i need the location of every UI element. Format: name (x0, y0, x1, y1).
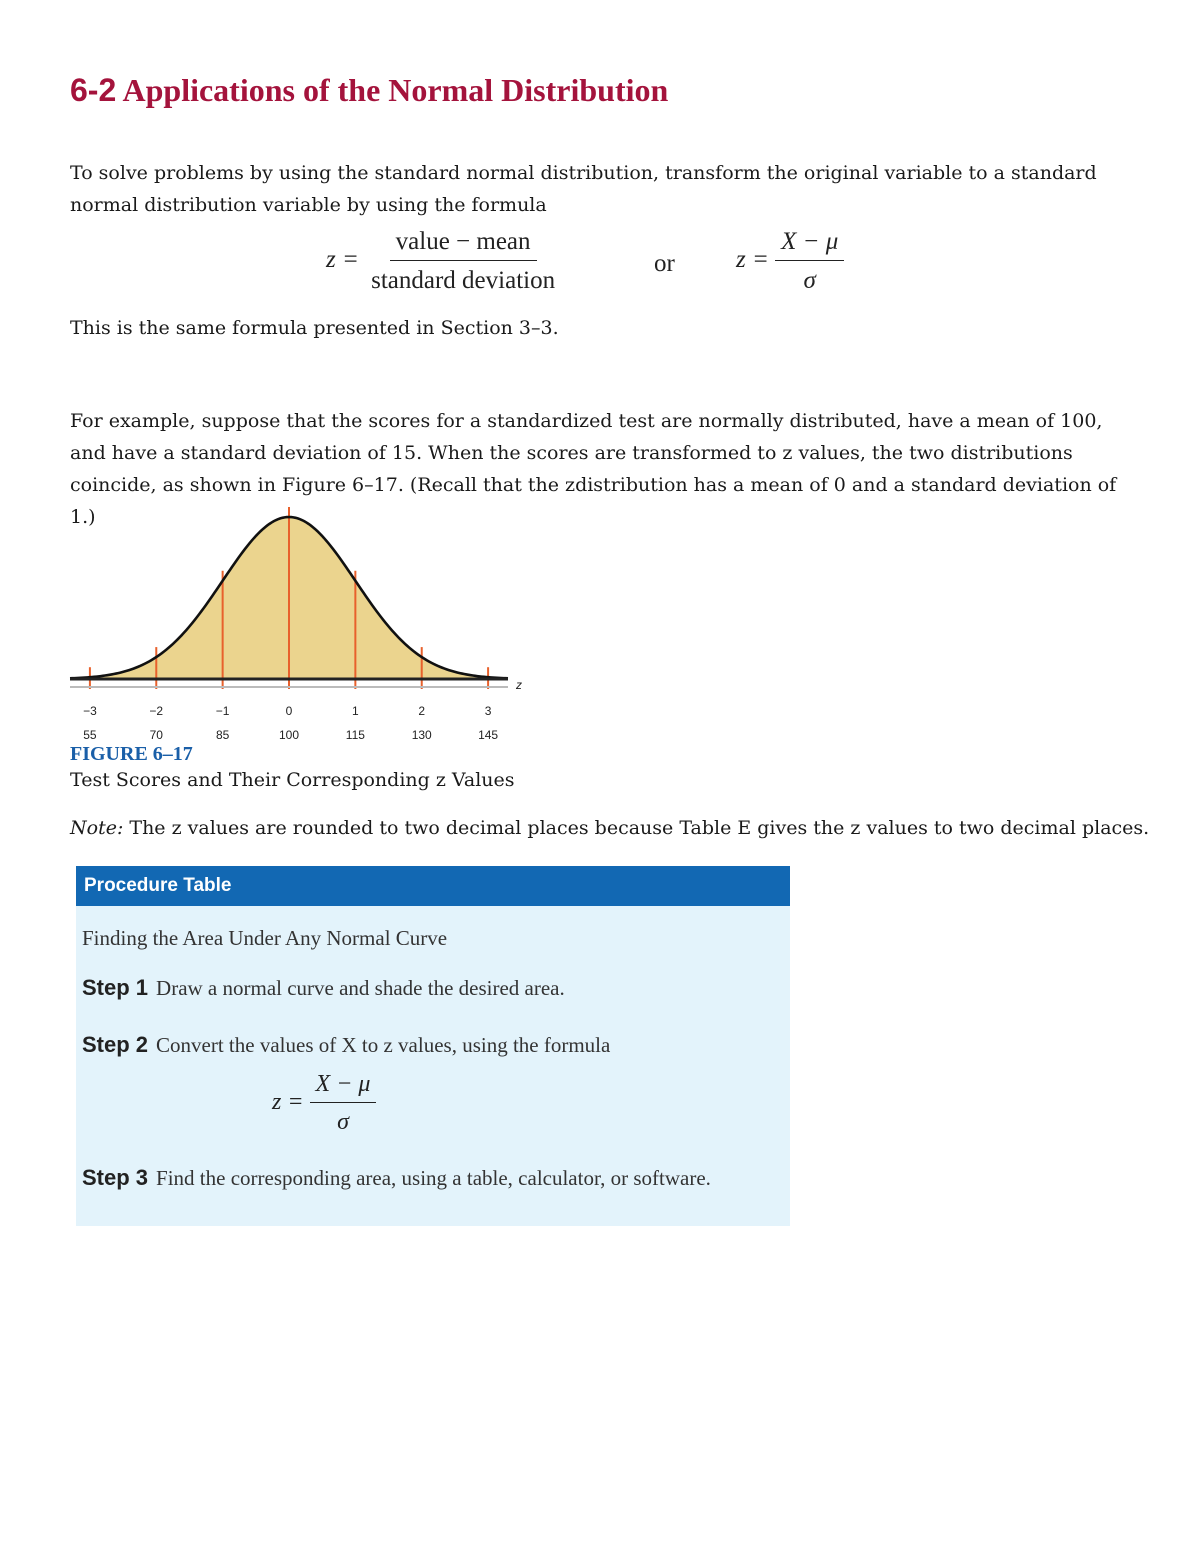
score-tick-label: 85 (215, 728, 230, 742)
formula-fraction-symbols (775, 228, 844, 295)
z-tick-label: 3 (484, 704, 492, 718)
formula2-numerator: X − μ (775, 228, 844, 261)
page-title (70, 72, 668, 109)
step-2-formula-den: σ (337, 1109, 349, 1135)
procedure-table (76, 866, 790, 1226)
note-paragraph (70, 817, 1149, 839)
step-2-label: Step 2 (82, 1032, 149, 1057)
step-3-text: Find the corresponding area, using a table, calculator, or software. (156, 1166, 711, 1190)
score-tick-label: 55 (83, 728, 97, 742)
z-formula-symbols (736, 228, 844, 295)
z-formula-words (326, 228, 561, 295)
score-tick-label: 145 (478, 728, 499, 742)
chart-svg (62, 505, 542, 750)
formula2-lhs: z = (736, 246, 769, 274)
example-paragraph: For example, suppose that the scores for a standardized test are normally distributed, have a mean of 100, and have a standard deviation of 15. When the scores are transformed to z values, the two distributions coincide, as shown in Figure 6–17. (Recall that the zdistribution has a mean of 0 and a standard deviation of 1.) (70, 410, 1117, 528)
procedure-subtitle: Finding the Area Under Any Normal Curve (82, 926, 448, 950)
z-tick-label: 1 (352, 704, 359, 718)
step-3-label: Step 3 (82, 1165, 149, 1190)
figure-caption: Test Scores and Their Corresponding z Values (70, 769, 515, 791)
note-label: Note: (70, 817, 124, 839)
step-3 (82, 1162, 742, 1194)
formula-or: or (654, 250, 675, 277)
z-tick-label: 0 (285, 704, 293, 718)
step-2-text: Convert the values of X to z values, using the formula (156, 1033, 611, 1057)
step-2-formula-lhs: z = (272, 1089, 304, 1116)
section-number: 6-2 (70, 72, 117, 108)
step-2-formula (272, 1071, 376, 1136)
formula-denominator: standard deviation (371, 267, 556, 294)
procedure-header: Procedure Table (76, 866, 790, 906)
step-2-formula-fraction (310, 1071, 377, 1136)
note-text: The z values are rounded to two decimal places because Table E gives the z values to two decimal places. (123, 817, 1150, 839)
score-tick-label: 130 (411, 728, 432, 742)
axis-label-z: z (516, 678, 522, 692)
step-2-formula-num: X − μ (310, 1071, 377, 1103)
z-tick-label: −3 (83, 704, 97, 718)
z-tick-label: −2 (149, 704, 164, 718)
step-1-label: Step 1 (82, 975, 149, 1000)
z-tick-label: 2 (418, 704, 426, 718)
formula-fraction-words (365, 228, 561, 295)
score-tick-label: 115 (345, 728, 365, 742)
step-1-text: Draw a normal curve and shade the desired area. (156, 976, 565, 1000)
section-reference: This is the same formula presented in Section 3–3. (70, 317, 559, 339)
formula-numerator: value − mean (390, 228, 537, 261)
section-title: Applications of the Normal Distribution (122, 72, 669, 108)
intro-paragraph: To solve problems by using the standard normal distribution, transform the original variable to a standard normal distribution variable by using the formula (70, 162, 1097, 216)
score-tick-label: 70 (149, 728, 163, 742)
step-2 (82, 1029, 610, 1061)
figure-label: FIGURE 6–17 (70, 743, 193, 765)
score-tick-label: 100 (278, 728, 300, 742)
formula2-denominator: σ (803, 267, 816, 294)
step-1 (82, 972, 565, 1004)
formula-lhs: z = (326, 246, 359, 274)
z-tick-label: −1 (215, 704, 230, 718)
normal-curve-chart (62, 505, 542, 750)
